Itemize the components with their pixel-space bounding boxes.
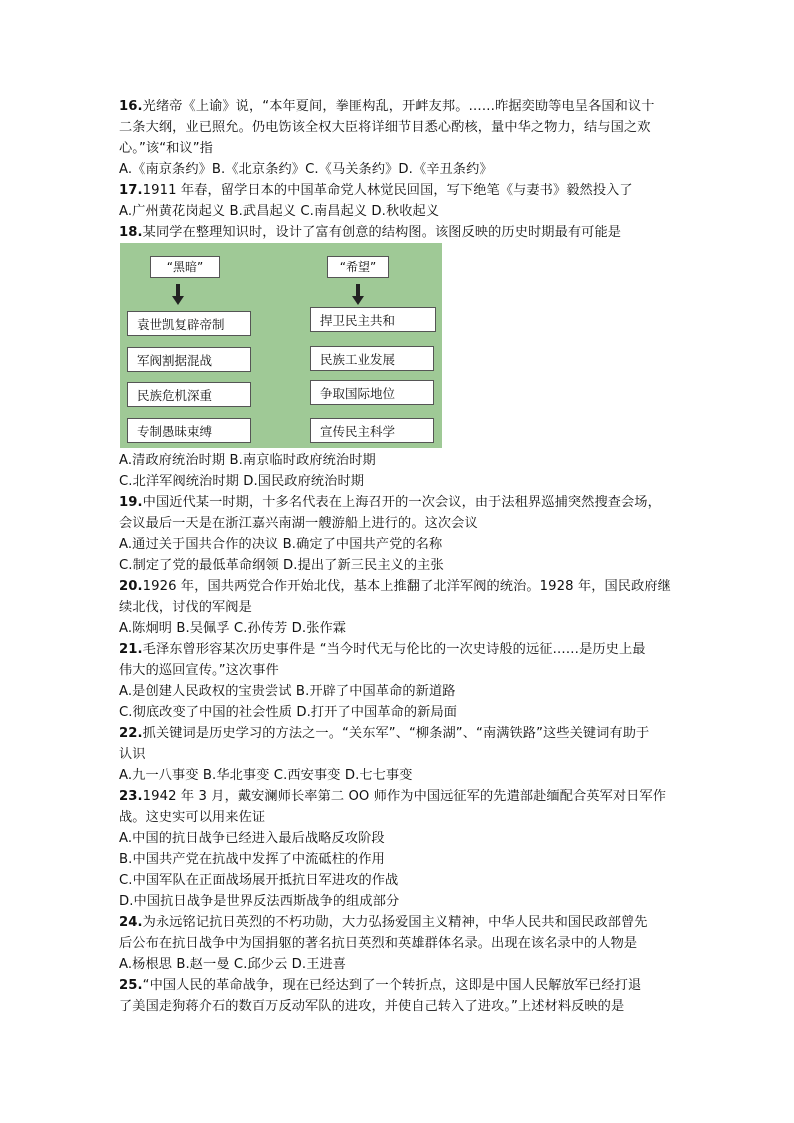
down-arrow-icon [352, 284, 364, 306]
question-24-line-2: 后公布在抗日战争中为国捐躯的著名抗日英烈和英雄群体名录。出现在该名录中的人物是 [119, 936, 638, 951]
question-25-line-1: 25.“中国人民的革命战争，现在已经达到了一个转折点，这即是中国人民解放军已经打退 [119, 978, 642, 993]
hope-item-2: 民族工业发展 [310, 346, 434, 371]
question-25-line-2: 了美国走狗蒋介石的数百万反动军队的进攻，并使自己转入了进攻。”上述材料反映的是 [119, 999, 625, 1014]
question-18-options-1: A.清政府统治时期 B.南京临时政府统治时期 [119, 453, 376, 468]
question-23-line-2: 战。这史实可以用来佐证 [119, 810, 266, 825]
dark-item-4: 专制愚昧束缚 [127, 418, 251, 443]
dark-item-1: 袁世凯复辟帝制 [127, 311, 251, 336]
question-21-options-2: C.彻底改变了中国的社会性质 D.打开了中国革命的新局面 [119, 705, 458, 720]
question-22-line-2: 认识 [119, 747, 146, 762]
question-16-line-2: 二条大纲，业已照允。仍电饬该全权大臣将详细节目悉心酌核，量中华之物力，结与国之欢 [119, 120, 651, 135]
question-21-line-2: 伟大的巡回宣传。”这次事件 [119, 663, 279, 678]
structure-diagram [120, 243, 442, 448]
question-21-line-1: 21.毛泽东曾形容某次历史事件是 “当今时代无与伦比的一次史诗般的远征……是历史上最 [119, 642, 646, 657]
question-21-options-1: A.是创建人民政权的宝贵尝试 B.开辟了中国革命的新道路 [119, 684, 456, 699]
question-20-options: A.陈炯明 B.吴佩孚 C.孙传芳 D.张作霖 [119, 621, 347, 636]
dark-heading-box: “黑暗” [150, 256, 220, 278]
question-20-line-2: 续北伐，讨伐的军阀是 [119, 600, 252, 615]
dark-item-2: 军阀割据混战 [127, 347, 251, 372]
question-19-options-1: A.通过关于国共合作的决议 B.确定了中国共产党的名称 [119, 537, 443, 552]
question-22-line-1: 22.抓关键词是历史学习的方法之一。“关东军”、“柳条湖”、“南满铁路”这些关键词有助于 [119, 726, 650, 741]
hope-item-1: 捍卫民主共和 [310, 307, 436, 332]
question-16-line-1: 16.光绪帝《上谕》说，“本年夏间，拳匪构乱，开衅友邦。……昨据奕劻等电呈各国和议十 [119, 99, 655, 114]
question-18-line-1: 18.某同学在整理知识时，设计了富有创意的结构图。该图反映的历史时期最有可能是 [119, 225, 622, 240]
question-23-option-b: B.中国共产党在抗战中发挥了中流砥柱的作用 [119, 852, 385, 867]
question-23-option-c: C.中国军队在正面战场展开抵抗日军进攻的作战 [119, 873, 399, 888]
question-19-line-2: 会议最后一天是在浙江嘉兴南湖一艘游船上进行的。这次会议 [119, 516, 478, 531]
question-23-option-d: D.中国抗日战争是世界反法西斯战争的组成部分 [119, 894, 400, 909]
question-24-line-1: 24.为永远铭记抗日英烈的不朽功勋，大力弘扬爱国主义精神，中华人民共和国民政部曾先 [119, 915, 648, 930]
down-arrow-icon [172, 284, 184, 306]
question-16-options: A.《南京条约》B.《北京条约》C.《马关条约》D.《辛丑条约》 [119, 162, 493, 177]
question-18-options-2: C.北洋军阀统治时期 D.国民政府统治时期 [119, 474, 365, 489]
question-16-line-3: 心。”该“和议”指 [119, 141, 213, 156]
question-24-options: A.杨根思 B.赵一曼 C.邱少云 D.王进喜 [119, 957, 347, 972]
hope-item-4: 宣传民主科学 [310, 418, 434, 443]
question-20-line-1: 20.1926 年，国共两党合作开始北伐，基本上推翻了北洋军阀的统治。1928 年，国民政府继 [119, 579, 671, 594]
dark-item-3: 民族危机深重 [127, 382, 251, 407]
question-22-options: A.九一八事变 B.华北事变 C.西安事变 D.七七事变 [119, 768, 413, 783]
question-23-option-a: A.中国的抗日战争已经进入最后战略反攻阶段 [119, 831, 385, 846]
question-23-line-1: 23.1942 年 3 月，戴安澜师长率第二 OO 师作为中国远征军的先遣部赴缅配合英军对日军作 [119, 789, 667, 804]
question-19-options-2: C.制定了党的最低革命纲领 D.提出了新三民主义的主张 [119, 558, 444, 573]
hope-item-3: 争取国际地位 [310, 380, 434, 405]
hope-heading-box: “希望” [327, 256, 389, 278]
question-17-line-1: 17.1911 年春，留学日本的中国革命党人林觉民回国，写下绝笔《与妻书》毅然投入了 [119, 183, 633, 198]
question-19-line-1: 19.中国近代某一时期，十多名代表在上海召开的一次会议，由于法租界巡捕突然搜查会场， [119, 495, 661, 510]
question-17-options: A.广州黄花岗起义 B.武昌起义 C.南昌起义 D.秋收起义 [119, 204, 440, 219]
